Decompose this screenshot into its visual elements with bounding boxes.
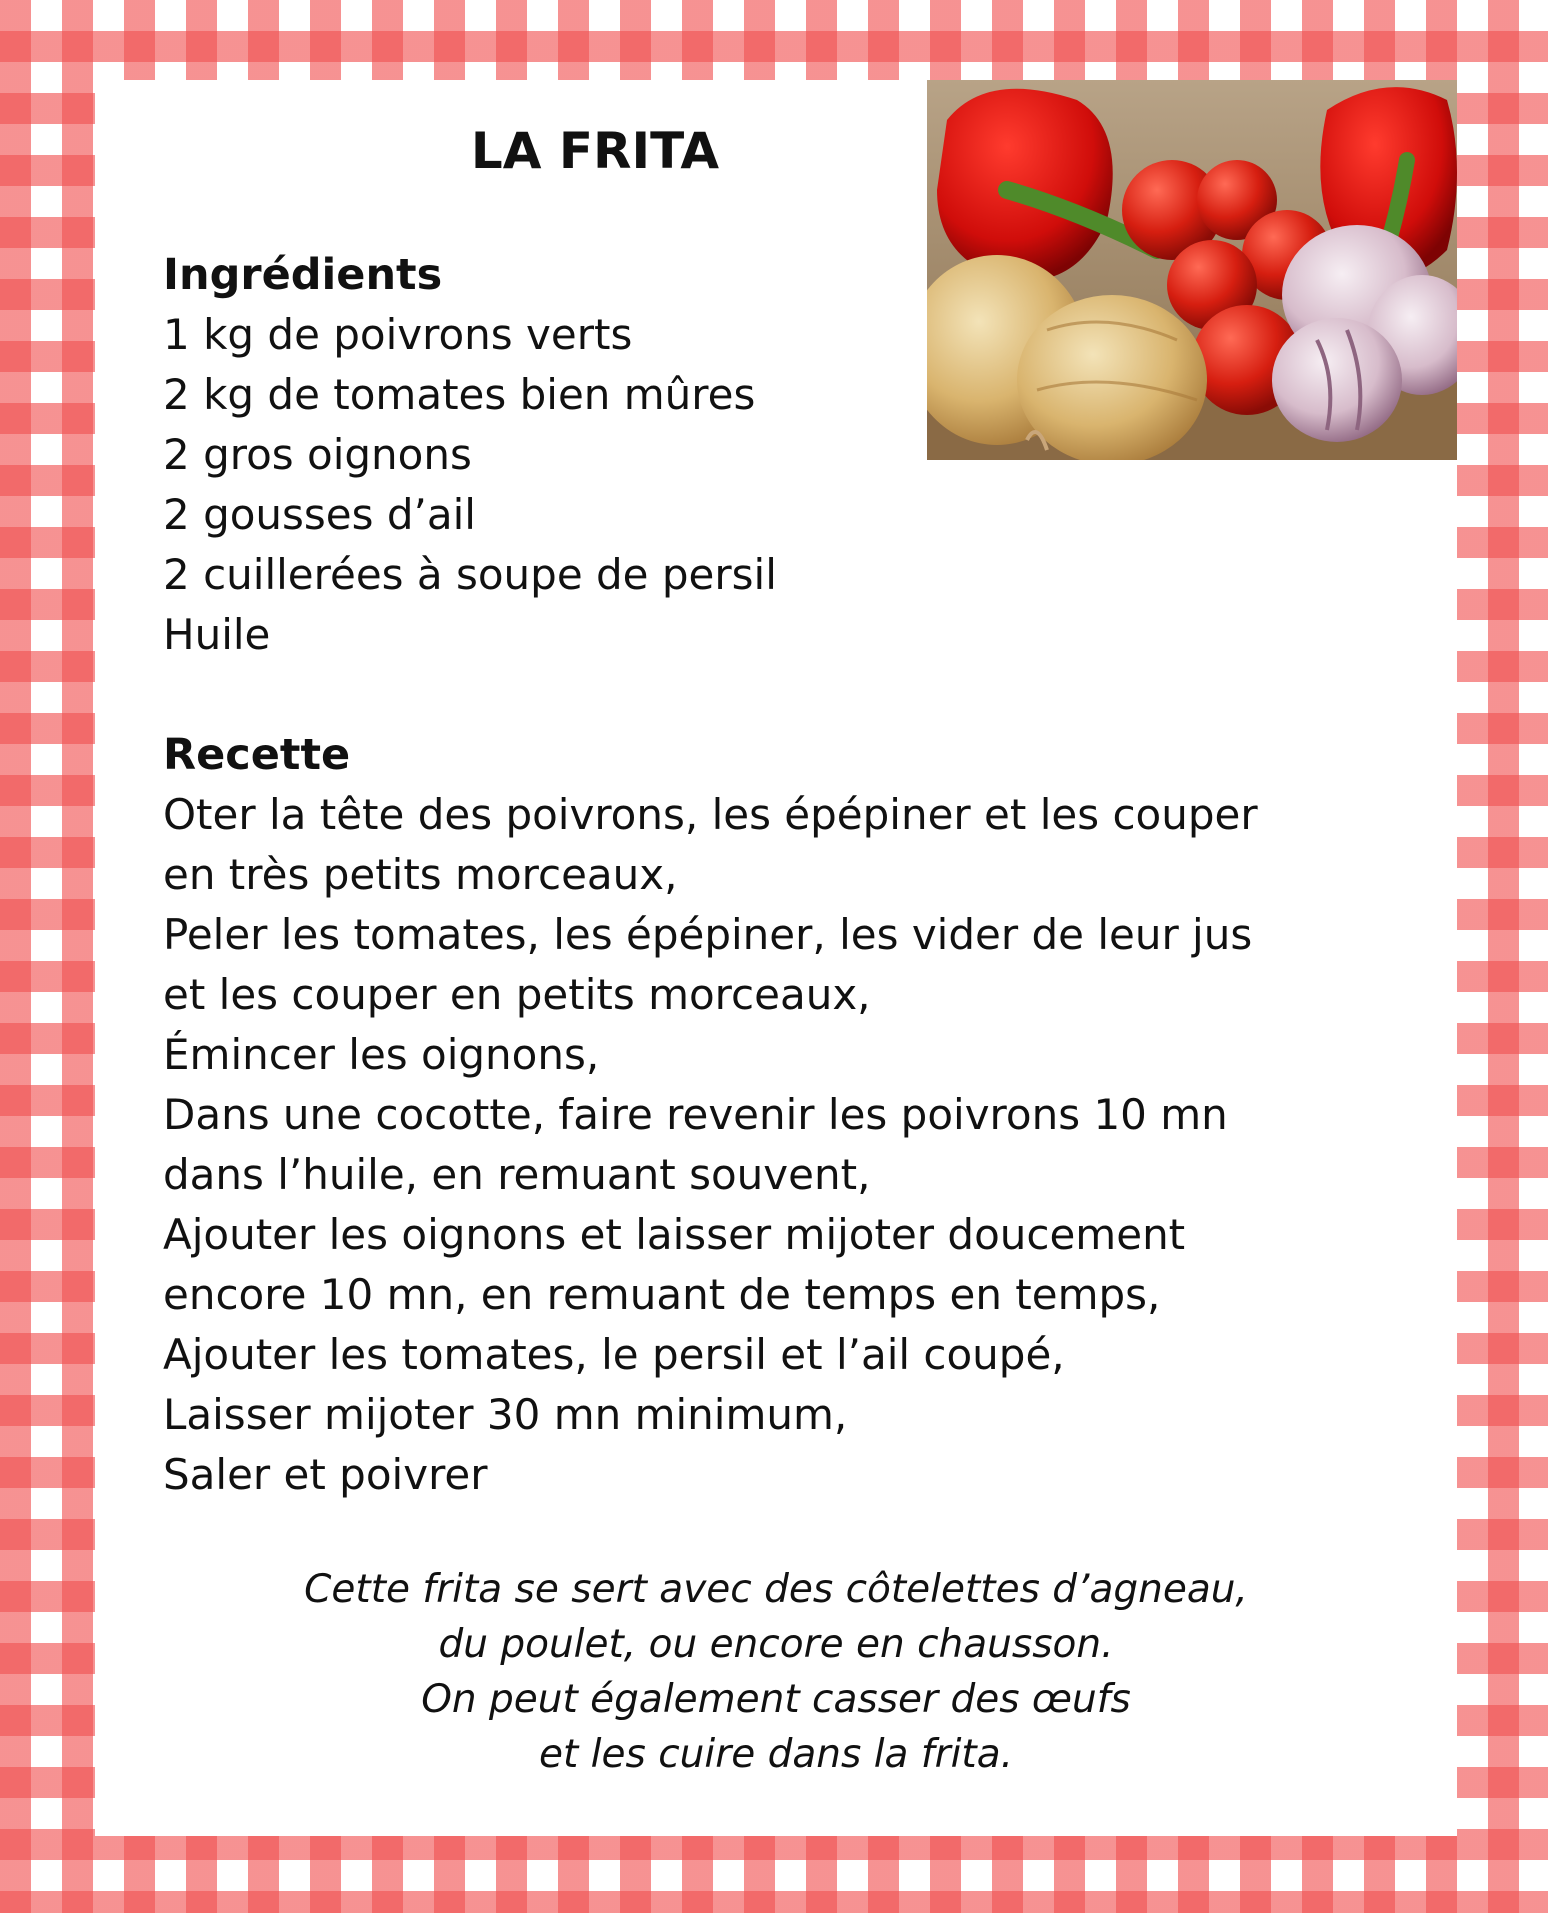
recette-heading: Recette bbox=[163, 730, 351, 780]
note-line: On peut également casser des œufs bbox=[421, 1677, 1131, 1722]
list-item: Huile bbox=[163, 610, 271, 659]
step-line: Ajouter les tomates, le persil et l’ail coupé, bbox=[163, 1330, 1065, 1379]
step-line: dans l’huile, en remuant souvent, bbox=[163, 1150, 871, 1199]
step-line: Peler les tomates, les épépiner, les vider de leur jus bbox=[163, 910, 1253, 959]
step-line: Saler et poivrer bbox=[163, 1450, 488, 1499]
list-item: 1 kg de poivrons verts bbox=[163, 310, 633, 359]
ingredients-section bbox=[163, 245, 1383, 665]
note-line: Cette frita se sert avec des côtelettes d’agneau, bbox=[304, 1567, 1248, 1612]
step-line: Émincer les oignons, bbox=[163, 1030, 600, 1079]
list-item: 2 cuillerées à soupe de persil bbox=[163, 550, 777, 599]
note-line: du poulet, ou encore en chausson. bbox=[438, 1622, 1114, 1667]
step-line: en très petits morceaux, bbox=[163, 850, 678, 899]
list-item: 2 kg de tomates bien mûres bbox=[163, 370, 756, 419]
list-item: 2 gousses d’ail bbox=[163, 490, 476, 539]
ingredients-list bbox=[163, 305, 1383, 665]
recette-section bbox=[163, 725, 1383, 1505]
ingredients-heading: Ingrédients bbox=[163, 250, 443, 300]
step-line: Laisser mijoter 30 mn minimum, bbox=[163, 1390, 848, 1439]
step-line: Oter la tête des poivrons, les épépiner et les couper bbox=[163, 790, 1258, 839]
note-line: et les cuire dans la frita. bbox=[538, 1732, 1014, 1777]
step-line: encore 10 mn, en remuant de temps en temps, bbox=[163, 1270, 1161, 1319]
list-item: 2 gros oignons bbox=[163, 430, 472, 479]
recipe-card bbox=[95, 80, 1457, 1836]
serving-note bbox=[95, 1562, 1457, 1782]
step-line: et les couper en petits morceaux, bbox=[163, 970, 871, 1019]
step-line: Dans une cocotte, faire revenir les poivrons 10 mn bbox=[163, 1090, 1228, 1139]
page-title: LA FRITA bbox=[470, 122, 720, 180]
step-line: Ajouter les oignons et laisser mijoter doucement bbox=[163, 1210, 1186, 1259]
recette-steps bbox=[163, 785, 1383, 1505]
